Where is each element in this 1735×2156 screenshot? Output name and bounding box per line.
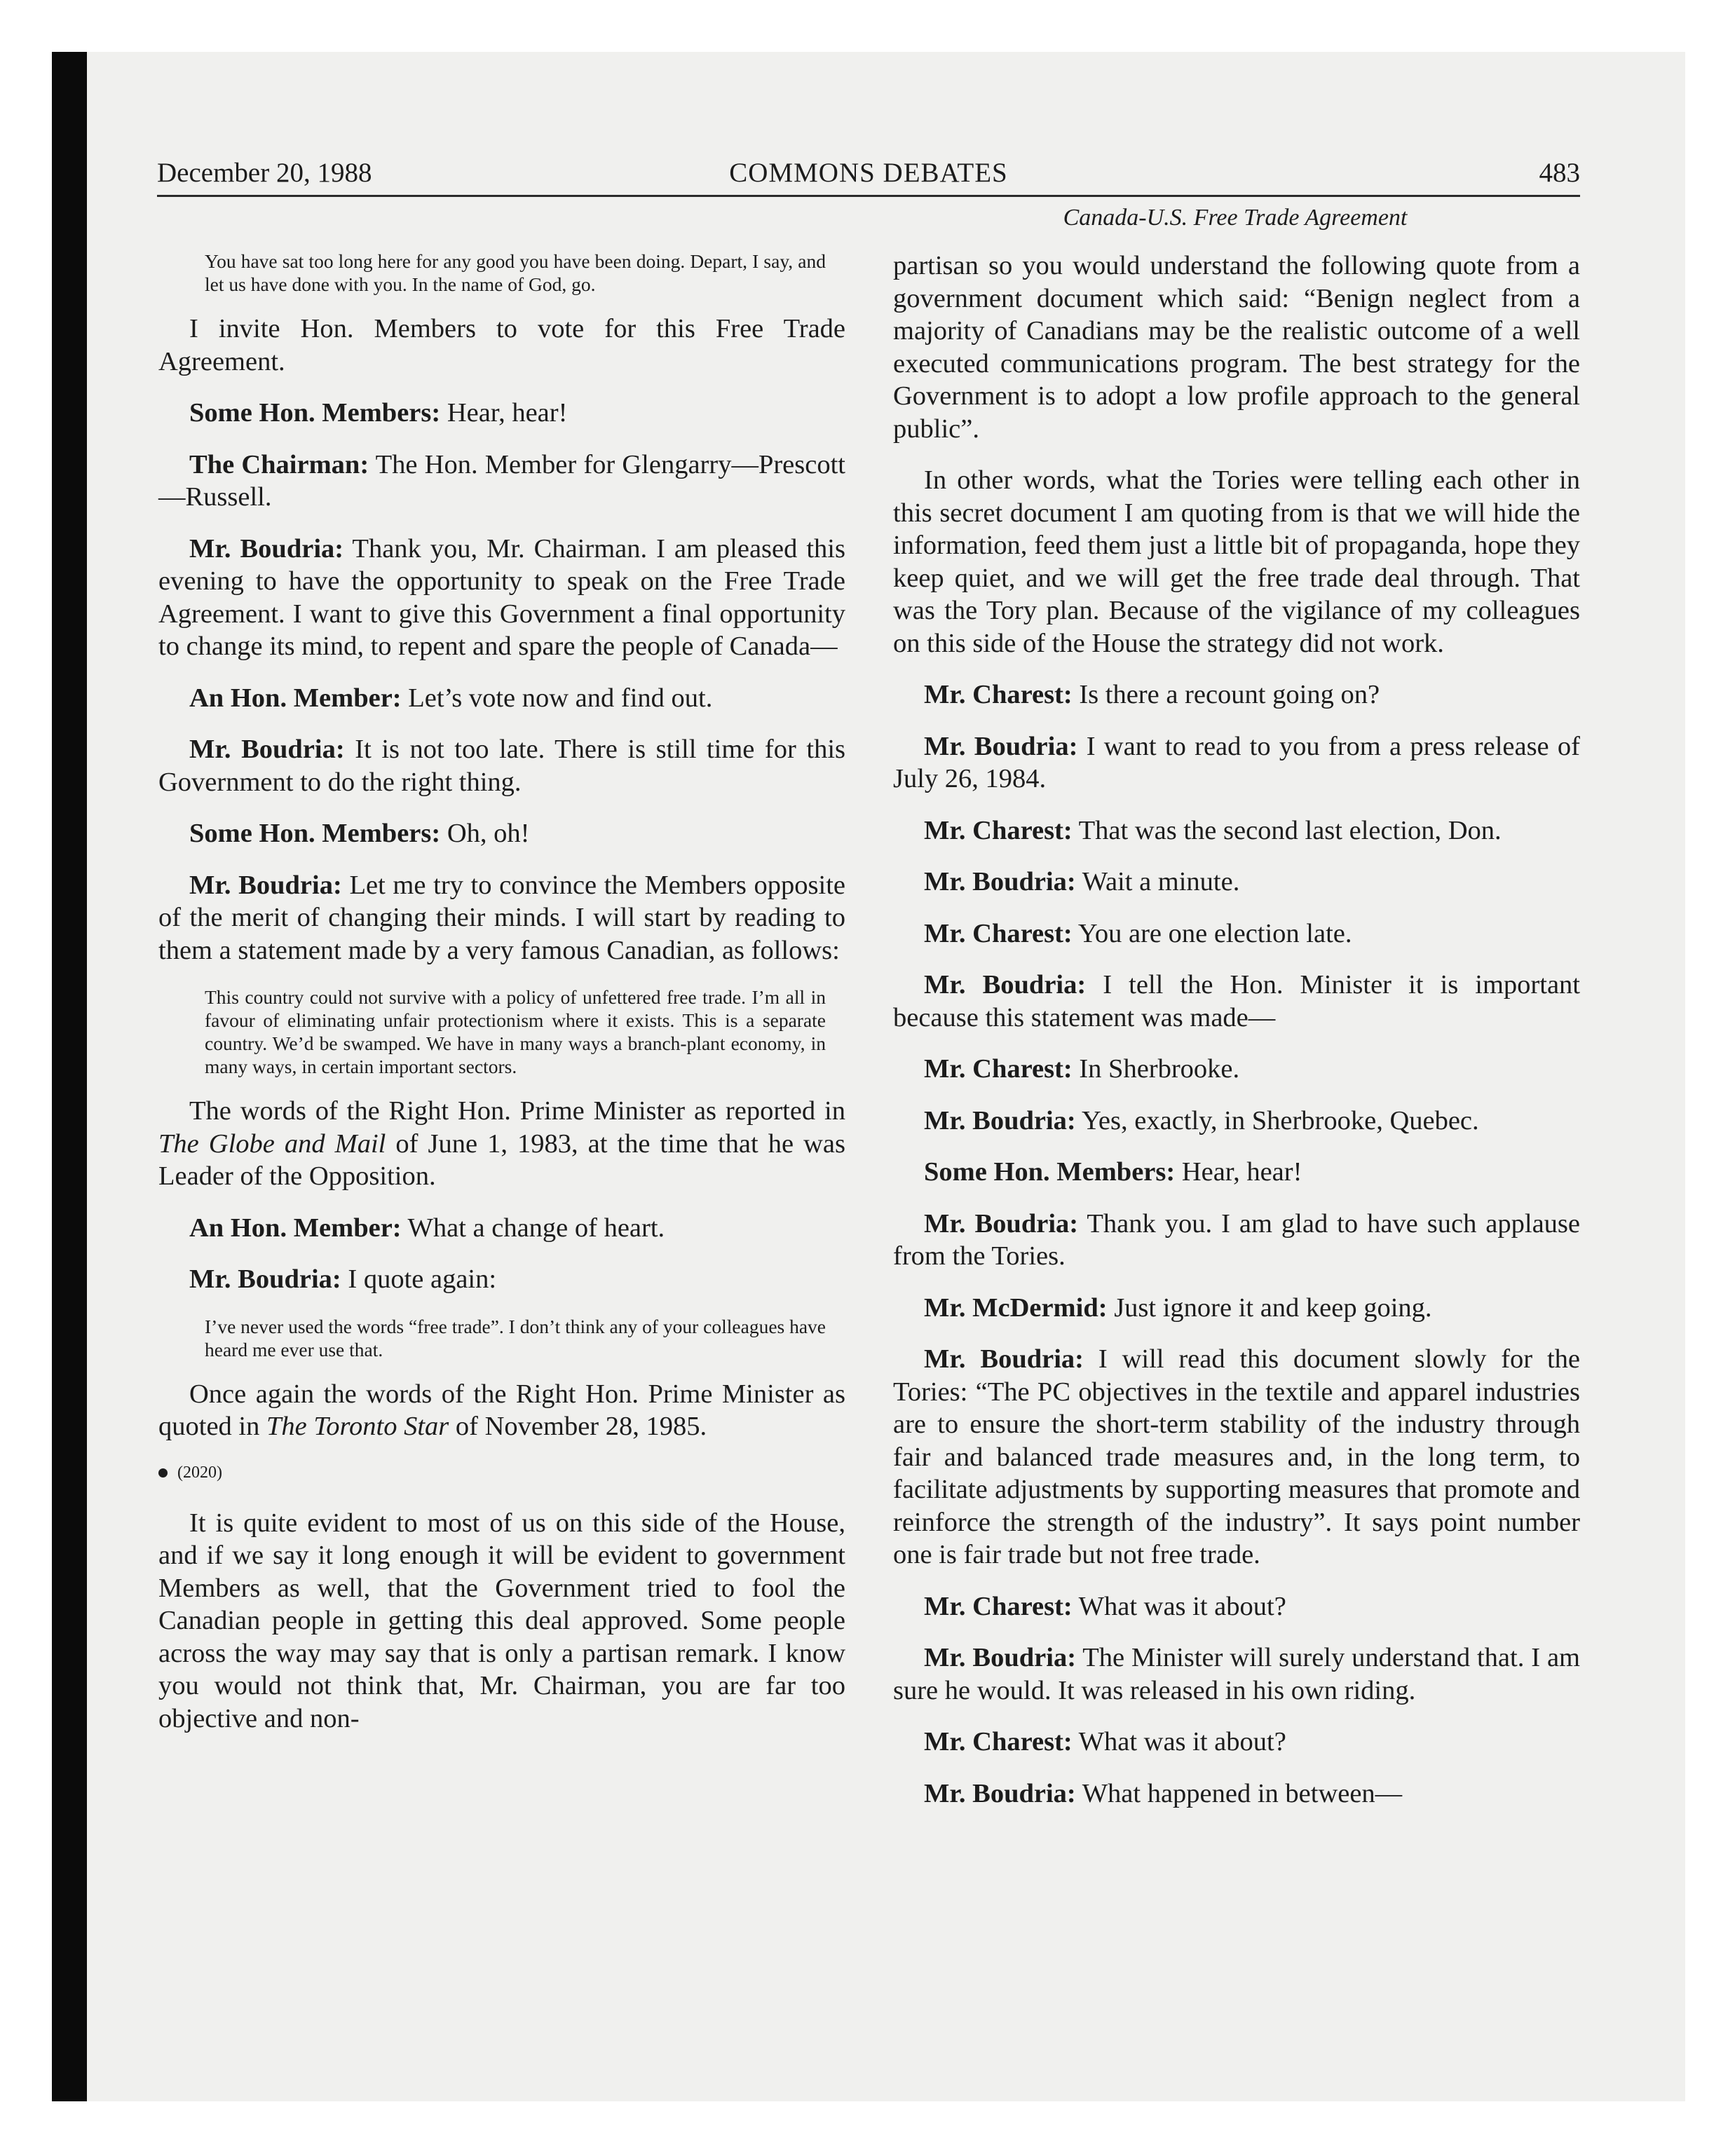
speech-text: The words of the Right Hon. Prime Minister as reported in bbox=[189, 1096, 845, 1126]
speech-paragraph bbox=[158, 449, 845, 514]
speech-text: Hear, hear! bbox=[447, 398, 568, 428]
speech-paragraph bbox=[893, 464, 1580, 660]
speech-text: Thank you. I am glad to have such applause from the Tories. bbox=[893, 1208, 1580, 1271]
speaker-name: Mr. Charest: bbox=[924, 918, 1073, 948]
speech-text: What a change of heart. bbox=[407, 1213, 665, 1243]
speech-paragraph bbox=[158, 1212, 845, 1245]
speech-text: The Hon. Member for Glengarry—Prescott—Russell. bbox=[158, 449, 845, 512]
speech-text: partisan so you would understand the following quote from a government document which said: “Benign neglect from a majority of Canadians may be the realistic outcome of a well executed communications program. The best strategy for the Government is to adopt a low profile approach to the general public”. bbox=[893, 251, 1580, 444]
speech-paragraph bbox=[158, 533, 845, 663]
speech-paragraph bbox=[893, 917, 1580, 950]
speaker-name: Mr. Boudria: bbox=[924, 1778, 1076, 1808]
speech-text: You are one election late. bbox=[1077, 918, 1352, 948]
speech-text: I invite Hon. Members to vote for this Free Trade Agreement. bbox=[158, 314, 845, 376]
speaker-name: Mr. Boudria: bbox=[924, 1105, 1076, 1135]
speech-text: It is quite evident to most of us on this side of the House, and if we say it long enough it will be evident to government Members as well, that the Government tried to fool the Canadian people in getting this deal approved. Some people across the way may say that is only a partisan remark. I know you would not think that, Mr. Chairman, you are far too objective and non- bbox=[158, 1508, 845, 1733]
speaker-name: Mr. Boudria: bbox=[189, 870, 342, 900]
speech-text: Let’s vote now and find out. bbox=[408, 683, 713, 713]
block-quote bbox=[205, 250, 826, 296]
speech-text: of June 1, 1983, at the time that he was Leader of the Opposition. bbox=[158, 1128, 845, 1191]
block-quote bbox=[205, 1315, 826, 1361]
speech-text: Thank you, Mr. Chairman. I am pleased this evening to have the opportunity to speak on the Free Trade Agreement. I want to give this Government a final opportunity to change its mind, to repent and spare the people of Canada— bbox=[158, 533, 845, 661]
speech-paragraph bbox=[893, 814, 1580, 847]
publication-title: The Globe and Mail bbox=[158, 1128, 386, 1159]
speech-text: What was it about? bbox=[1078, 1591, 1286, 1621]
speech-text: In Sherbrooke. bbox=[1079, 1054, 1240, 1084]
speech-text: Yes, exactly, in Sherbrooke, Quebec. bbox=[1081, 1105, 1479, 1135]
page-number: 483 bbox=[1539, 158, 1580, 188]
speech-text: Wait a minute. bbox=[1082, 867, 1240, 896]
speaker-name: Some Hon. Members: bbox=[189, 398, 441, 428]
speaker-name: An Hon. Member: bbox=[189, 1213, 402, 1243]
speech-paragraph bbox=[893, 1343, 1580, 1571]
speech-text: That was the second last election, Don. bbox=[1078, 815, 1502, 845]
speech-text: I tell the Hon. Minister it is important because this statement was made— bbox=[893, 970, 1580, 1032]
quote-text: This country could not survive with a policy of unfettered free trade. I’m all in favour of eliminating unfair protectionism where it exists. This is a separate country. We’d be swamped. We have in many ways a branch-plant economy, in many ways, in certain important sectors. bbox=[205, 986, 826, 1077]
speaker-name: Mr. Boudria: bbox=[189, 533, 344, 564]
speech-paragraph bbox=[158, 313, 845, 378]
speech-text: Once again the words of the Right Hon. Prime Minister as quoted in bbox=[158, 1379, 845, 1441]
publication-title: The Toronto Star bbox=[266, 1412, 449, 1441]
speech-paragraph bbox=[158, 397, 845, 430]
time-marker bbox=[158, 1462, 845, 1483]
speaker-name: Mr. Charest: bbox=[924, 815, 1073, 845]
speaker-name: An Hon. Member: bbox=[189, 683, 402, 713]
speech-text: What happened in between— bbox=[1082, 1778, 1403, 1808]
speech-paragraph bbox=[158, 682, 845, 715]
speech-paragraph bbox=[893, 250, 1580, 445]
binding-shadow bbox=[52, 52, 87, 2101]
left-column bbox=[158, 250, 845, 1754]
speech-text: Just ignore it and keep going. bbox=[1114, 1292, 1432, 1323]
speech-paragraph bbox=[893, 678, 1580, 711]
speech-paragraph bbox=[893, 1726, 1580, 1759]
speaker-name: Mr. McDermid: bbox=[924, 1292, 1108, 1323]
speech-paragraph bbox=[893, 1292, 1580, 1325]
speech-text: Let me try to convince the Members opposite of the merit of changing their minds. I will start by reading to them a statement made by a very famous Canadian, as follows: bbox=[158, 870, 846, 965]
speech-paragraph bbox=[158, 1378, 845, 1443]
speech-paragraph bbox=[893, 1156, 1580, 1189]
speech-paragraph bbox=[158, 1095, 845, 1193]
speech-paragraph bbox=[893, 1590, 1580, 1623]
right-column bbox=[893, 250, 1580, 1829]
speech-paragraph bbox=[158, 1263, 845, 1296]
speaker-name: Mr. Boudria: bbox=[924, 970, 1087, 999]
speech-paragraph bbox=[893, 969, 1580, 1034]
speaker-name: Mr. Boudria: bbox=[924, 731, 1078, 761]
speech-text: Hear, hear! bbox=[1181, 1157, 1302, 1187]
speech-paragraph bbox=[893, 1208, 1580, 1273]
quote-text: I’ve never used the words “free trade”. I don’t think any of your colleagues have heard me ever use that. bbox=[205, 1315, 826, 1360]
speaker-name: Mr. Charest: bbox=[924, 1727, 1073, 1756]
block-quote bbox=[205, 985, 826, 1078]
speaker-name: Mr. Boudria: bbox=[189, 735, 345, 764]
speech-text: I quote again: bbox=[348, 1264, 497, 1294]
speech-text: I will read this document slowly for the Tories: “The PC objectives in the textile and apparel industries are to ensure the short-term stability of the industry through fair and balanced trade measures and, in the long term, to facilitate adjustments by supporting measures that promote and reinforce the strength of the industry”. It says point number one is fair trade but not free trade. bbox=[893, 1344, 1580, 1569]
quote-text: You have sat too long here for any good you have been doing. Depart, I say, and let us have done with you. In the name of God, go. bbox=[205, 250, 826, 295]
speech-paragraph bbox=[893, 1778, 1580, 1810]
header-title: COMMONS DEBATES bbox=[729, 158, 1008, 188]
time-code: (2020) bbox=[177, 1463, 222, 1482]
speech-paragraph bbox=[158, 733, 845, 798]
speech-paragraph bbox=[893, 1053, 1580, 1086]
speech-paragraph bbox=[158, 817, 845, 850]
speech-paragraph bbox=[158, 1507, 845, 1735]
speaker-name: Mr. Boudria: bbox=[924, 1643, 1077, 1672]
speaker-name: Mr. Charest: bbox=[924, 680, 1073, 709]
speaker-name: Mr. Boudria: bbox=[189, 1264, 341, 1294]
page-header bbox=[157, 153, 1580, 197]
speaker-name: Mr. Boudria: bbox=[924, 867, 1076, 896]
speaker-name: Mr. Charest: bbox=[924, 1054, 1073, 1084]
running-head: Canada-U.S. Free Trade Agreement bbox=[1063, 205, 1408, 231]
speech-paragraph bbox=[893, 1105, 1580, 1138]
speech-paragraph bbox=[158, 869, 845, 967]
speaker-name: Mr. Charest: bbox=[924, 1591, 1073, 1621]
speech-text: What was it about? bbox=[1078, 1727, 1286, 1756]
header-date: December 20, 1988 bbox=[157, 158, 372, 188]
speech-text: Is there a recount going on? bbox=[1079, 680, 1380, 709]
speech-paragraph bbox=[893, 1642, 1580, 1707]
speech-text: of November 28, 1985. bbox=[449, 1412, 707, 1441]
speech-paragraph bbox=[893, 730, 1580, 796]
speech-paragraph bbox=[893, 866, 1580, 899]
speaker-name: Mr. Boudria: bbox=[924, 1344, 1084, 1374]
speech-text: Oh, oh! bbox=[447, 819, 530, 848]
bullet-icon bbox=[158, 1468, 168, 1478]
speaker-name: The Chairman: bbox=[189, 449, 369, 479]
speech-text: I want to read to you from a press release of July 26, 1984. bbox=[893, 731, 1580, 793]
speaker-name: Mr. Boudria: bbox=[924, 1208, 1079, 1239]
speaker-name: Some Hon. Members: bbox=[924, 1157, 1176, 1187]
speech-text: The Minister will surely understand that. I am sure he would. It was released in his own riding. bbox=[893, 1643, 1580, 1705]
speaker-name: Some Hon. Members: bbox=[189, 819, 441, 848]
speech-text: In other words, what the Tories were telling each other in this secret document I am quoting from is that we will hide the information, feed them just a little bit of propaganda, hope they keep quiet, and we will get the free trade deal through. That was the Tory plan. Because of the vigilance of my colleagues on this side of the House the strategy did not work. bbox=[893, 465, 1580, 658]
speech-text: It is not too late. There is still time for this Government to do the right thing. bbox=[158, 735, 846, 797]
